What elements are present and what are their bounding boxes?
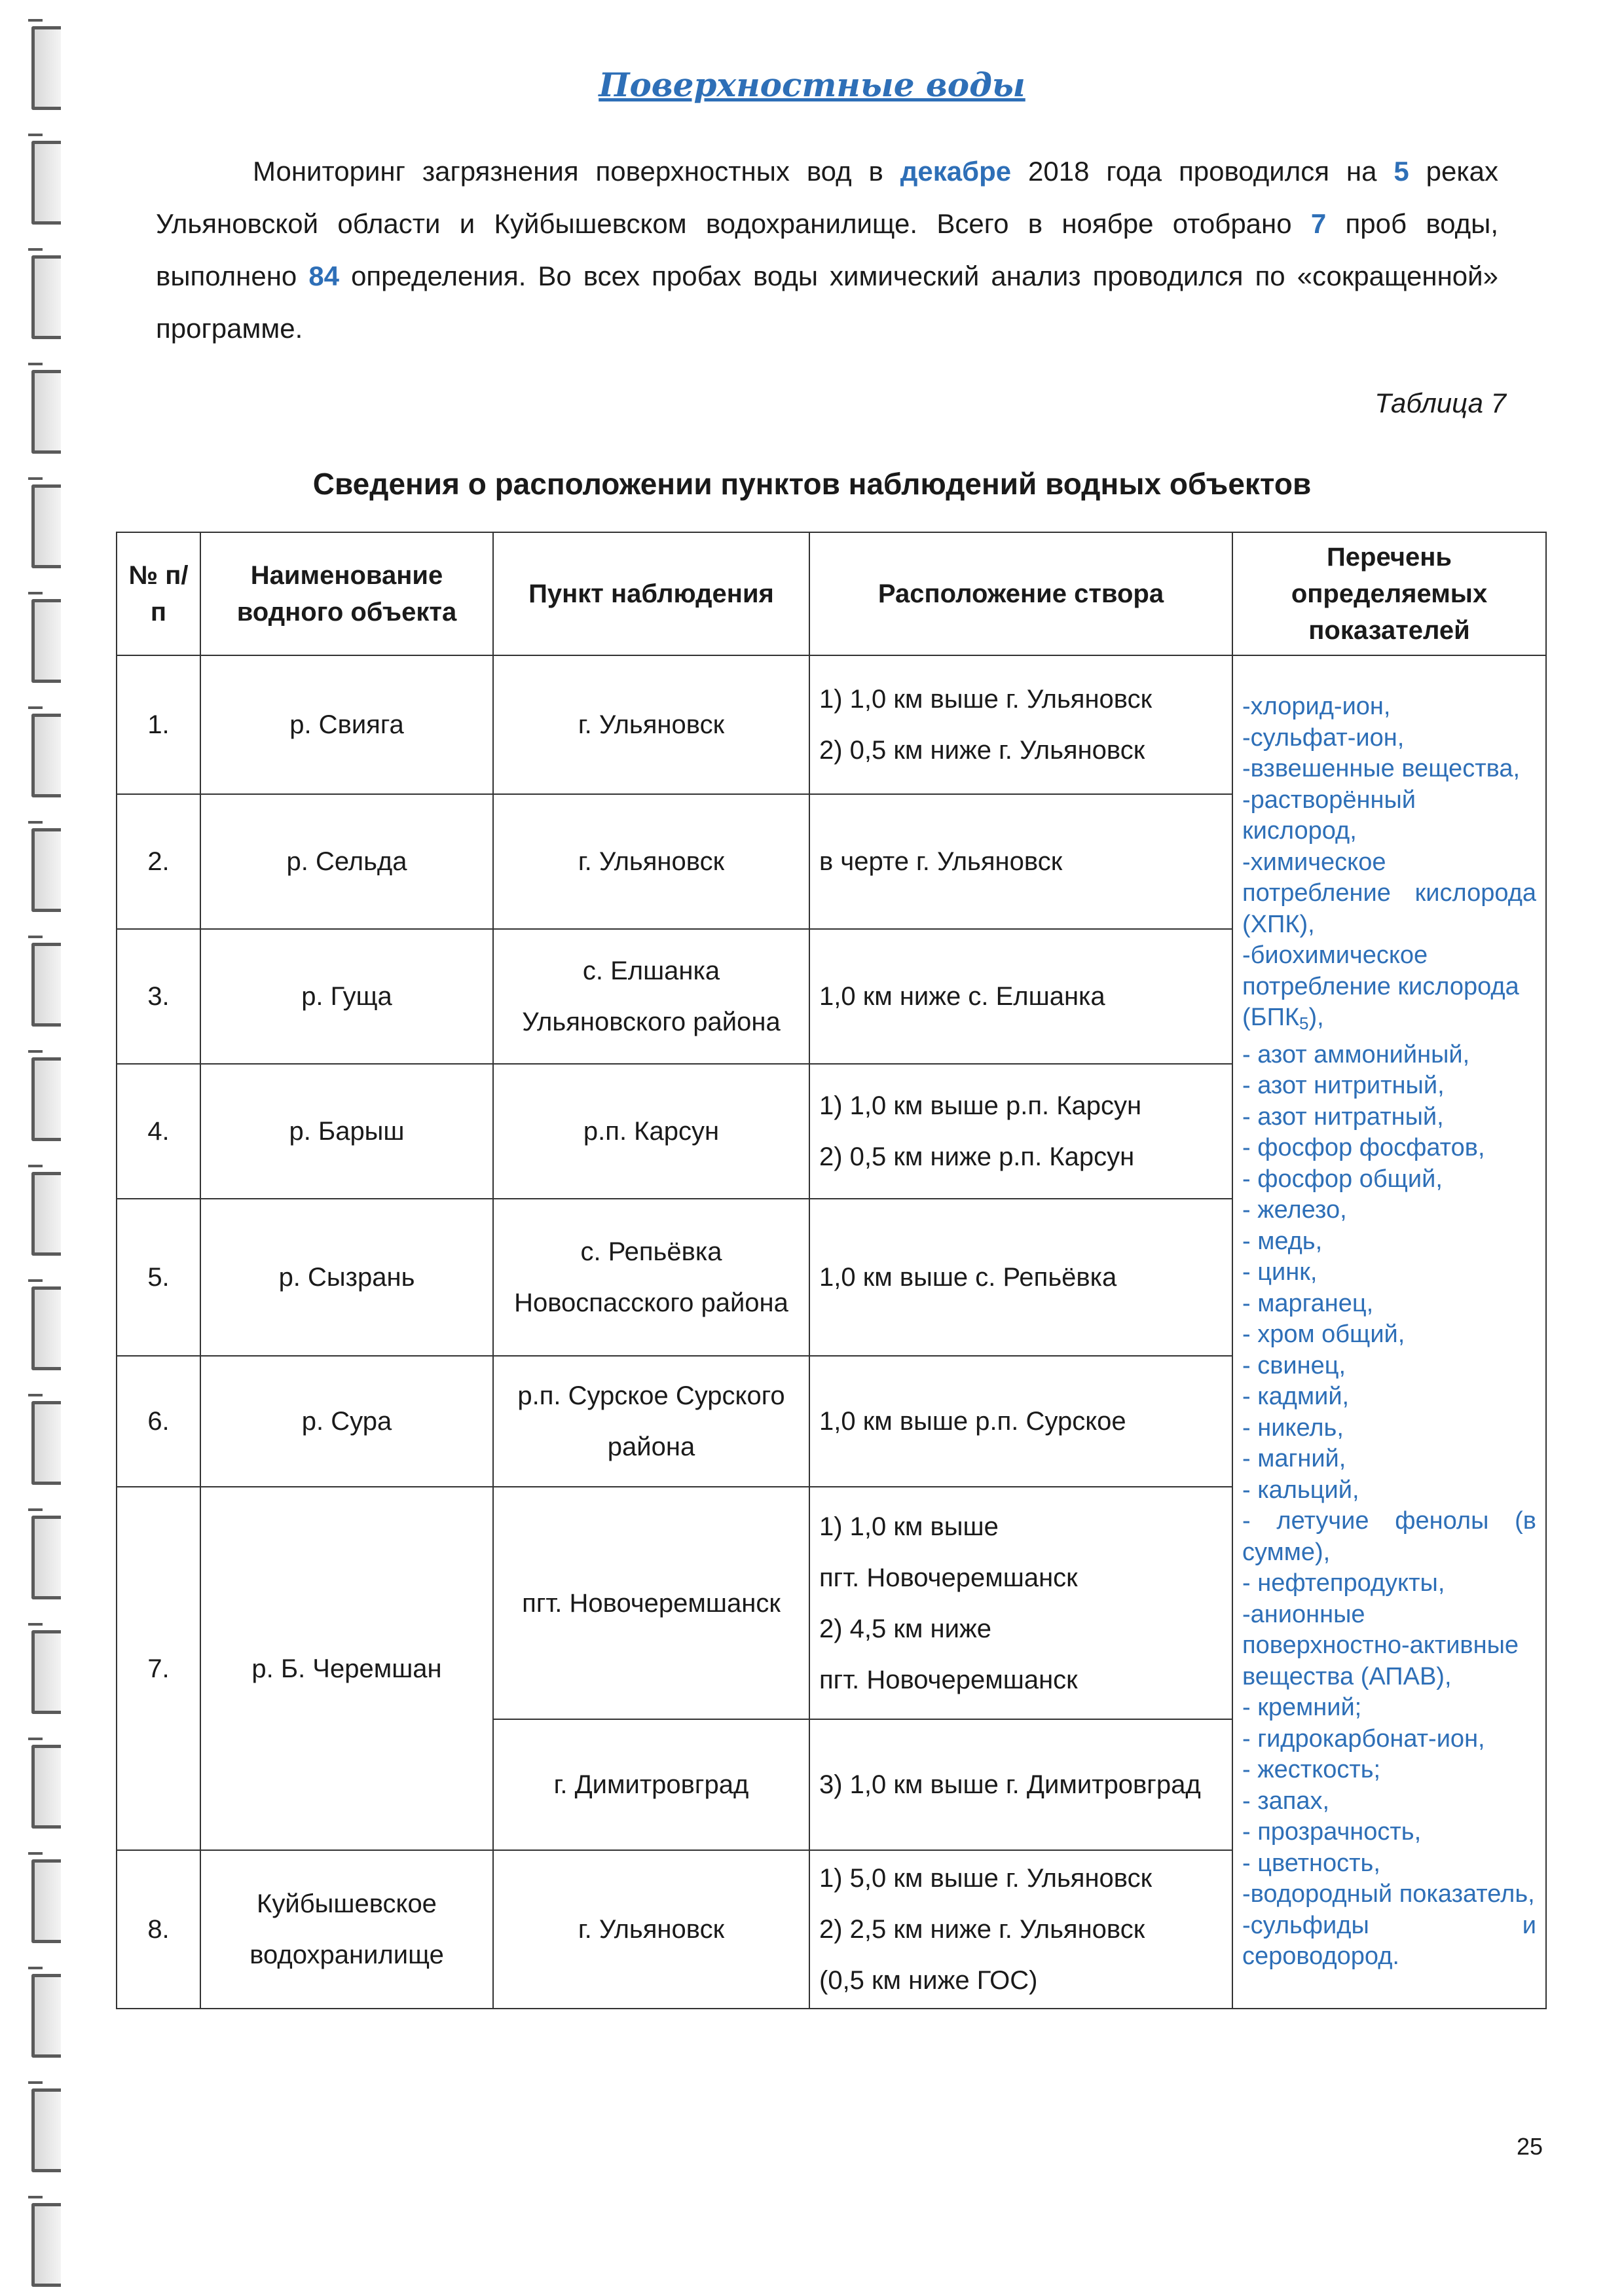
row-object: р. Свияга <box>200 655 493 794</box>
location-line: 2) 2,5 км ниже г. Ульяновск <box>819 1915 1145 1944</box>
row-location <box>809 794 1232 929</box>
param-item: -водородный показатель, <box>1242 1880 1535 1908</box>
row-object: Куйбышевское водохранилище <box>200 1850 493 2009</box>
row-location <box>809 929 1232 1064</box>
row-num: 8. <box>117 1850 200 2009</box>
param-item: - летучие фенолы (в сумме), <box>1242 1507 1536 1566</box>
table-title: Сведения о расположении пунктов наблюдений водных объектов <box>312 467 1312 501</box>
location-line: 2) 4,5 км ниже <box>819 1614 991 1643</box>
param-item: -растворённый кислород, <box>1242 786 1416 845</box>
row-num: 7. <box>117 1487 200 1850</box>
param-item: - кадмий, <box>1242 1383 1350 1411</box>
location-line: 1) 5,0 км выше г. Ульяновск <box>819 1864 1153 1893</box>
header-num: № п/п <box>117 532 200 655</box>
row-object: р. Сызрань <box>200 1199 493 1356</box>
table-row <box>117 655 1546 794</box>
page-number: 25 <box>1516 2133 1543 2160</box>
row-object: р. Сура <box>200 1356 493 1487</box>
header-params: Перечень определяемых показателей <box>1232 532 1546 655</box>
param-item: - фосфор общий, <box>1242 1165 1443 1193</box>
param-item: - жесткость; <box>1242 1756 1381 1784</box>
param-item: - азот нитратный, <box>1242 1102 1444 1131</box>
intro-text: проб воды, выполнено <box>156 208 1498 291</box>
row-num: 5. <box>117 1199 200 1356</box>
location-line: в черте г. Ульяновск <box>819 847 1063 876</box>
row-point: с. Елшанка Ульяновского района <box>493 929 809 1064</box>
param-item: -анионные поверхностно-активные вещества (АПАВ), <box>1242 1600 1519 1690</box>
row-point: р.п. Карсун <box>493 1064 809 1199</box>
param-item: -сульфиды и сероводород. <box>1242 1911 1536 1971</box>
param-item: - прозрачность, <box>1242 1818 1422 1846</box>
row-point: г. Ульяновск <box>493 794 809 929</box>
param-item: - запах, <box>1242 1787 1330 1815</box>
row-num: 1. <box>117 655 200 794</box>
param-item: -хлорид-ион, <box>1242 693 1391 721</box>
location-line: 1) 1,0 км выше <box>819 1512 999 1541</box>
param-item: - марганец, <box>1242 1289 1374 1317</box>
row-object: р. Гуща <box>200 929 493 1064</box>
param-item: - железо, <box>1242 1196 1347 1224</box>
location-line: 1,0 км ниже с. Елшанка <box>819 982 1105 1011</box>
params-cell <box>1232 655 1546 2009</box>
param-subscript: 5 <box>1299 1013 1309 1034</box>
param-item <box>1242 1002 1536 1040</box>
param-item: - цинк, <box>1242 1258 1318 1286</box>
header-object: Наименование водного объекта <box>200 532 493 655</box>
param-text: ), <box>1308 1004 1324 1032</box>
row-location <box>809 1064 1232 1199</box>
page-title: Поверхностные воды <box>599 65 1025 104</box>
row-point: г. Димитровград <box>493 1719 809 1850</box>
intro-text: 2018 года проводился на <box>1011 156 1394 187</box>
intro-rivers-count: 5 <box>1393 156 1409 187</box>
intro-determinations-count: 84 <box>308 261 340 291</box>
param-item: -биохимическое потребление кислорода <box>1242 941 1519 1000</box>
param-item: - кремний; <box>1242 1694 1362 1722</box>
param-item: - никель, <box>1242 1413 1344 1442</box>
row-point: р.п. Сурское Сурского района <box>493 1356 809 1487</box>
param-item: - медь, <box>1242 1227 1323 1255</box>
location-line: 2) 0,5 км ниже г. Ульяновск <box>819 736 1145 765</box>
param-item: - азот нитритный, <box>1242 1072 1445 1100</box>
param-item: - хром общий, <box>1242 1321 1405 1349</box>
row-object: р. Барыш <box>200 1064 493 1199</box>
header-location: Расположение створа <box>809 532 1232 655</box>
table-header-row <box>117 532 1546 655</box>
location-line: 1) 1,0 км выше г. Ульяновск <box>819 685 1153 714</box>
row-location <box>809 655 1232 794</box>
location-line: 1,0 км выше с. Репьёвка <box>819 1263 1117 1292</box>
observation-points-table <box>116 532 1547 2009</box>
row-location <box>809 1850 1232 2009</box>
row-point: г. Ульяновск <box>493 1850 809 2009</box>
param-item: - азот аммонийный, <box>1242 1040 1470 1068</box>
row-point: с. Репьёвка Новоспасского района <box>493 1199 809 1356</box>
param-item: - фосфор фосфатов, <box>1242 1134 1485 1162</box>
param-item: - гидрокарбонат-ион, <box>1242 1724 1485 1753</box>
row-point: г. Ульяновск <box>493 655 809 794</box>
intro-month: декабре <box>900 156 1012 187</box>
location-line: пгт. Новочеремшанск <box>819 1563 1078 1592</box>
location-line: 3) 1,0 км выше г. Димитровград <box>819 1770 1201 1799</box>
intro-text: реках Ульяновской области и Куйбышевском водохранилище. Всего в ноябре отобрано <box>156 156 1498 239</box>
param-text: (БПК <box>1242 1004 1300 1032</box>
location-line: 2) 0,5 км ниже р.п. Карсун <box>819 1142 1135 1171</box>
intro-text: определения. Во всех пробах воды химический анализ проводился по «сокращенной» программе. <box>156 261 1498 344</box>
param-item: -взвешенные вещества, <box>1242 755 1521 783</box>
row-num: 3. <box>117 929 200 1064</box>
row-num: 6. <box>117 1356 200 1487</box>
row-num: 4. <box>117 1064 200 1199</box>
intro-text: Мониторинг загрязнения поверхностных вод в <box>253 156 900 187</box>
header-point: Пункт наблюдения <box>493 532 809 655</box>
param-item: - цветность, <box>1242 1849 1380 1877</box>
location-line: 1,0 км выше р.п. Сурское <box>819 1407 1126 1436</box>
param-item: -химическое потребление кислорода (ХПК), <box>1242 848 1536 938</box>
param-item: - кальций, <box>1242 1476 1359 1504</box>
location-line: (0,5 км ниже ГОС) <box>819 1966 1038 1995</box>
row-location <box>809 1487 1232 1719</box>
table-label: Таблица 7 <box>1375 388 1506 418</box>
row-object: р. Сельда <box>200 794 493 929</box>
param-item: - магний, <box>1242 1445 1346 1473</box>
location-line: пгт. Новочеремшанск <box>819 1665 1078 1694</box>
param-item: - нефтепродукты, <box>1242 1569 1445 1597</box>
row-point: пгт. Новочеремшанск <box>493 1487 809 1719</box>
row-location <box>809 1199 1232 1356</box>
row-location <box>809 1719 1232 1850</box>
intro-paragraph <box>156 145 1498 355</box>
param-item: -сульфат-ион, <box>1242 723 1405 752</box>
row-num: 2. <box>117 794 200 929</box>
row-location <box>809 1356 1232 1487</box>
row-object: р. Б. Черемшан <box>200 1487 493 1850</box>
param-item: - свинец, <box>1242 1351 1346 1379</box>
intro-samples-count: 7 <box>1310 208 1327 239</box>
location-line: 1) 1,0 км выше р.п. Карсун <box>819 1091 1142 1120</box>
